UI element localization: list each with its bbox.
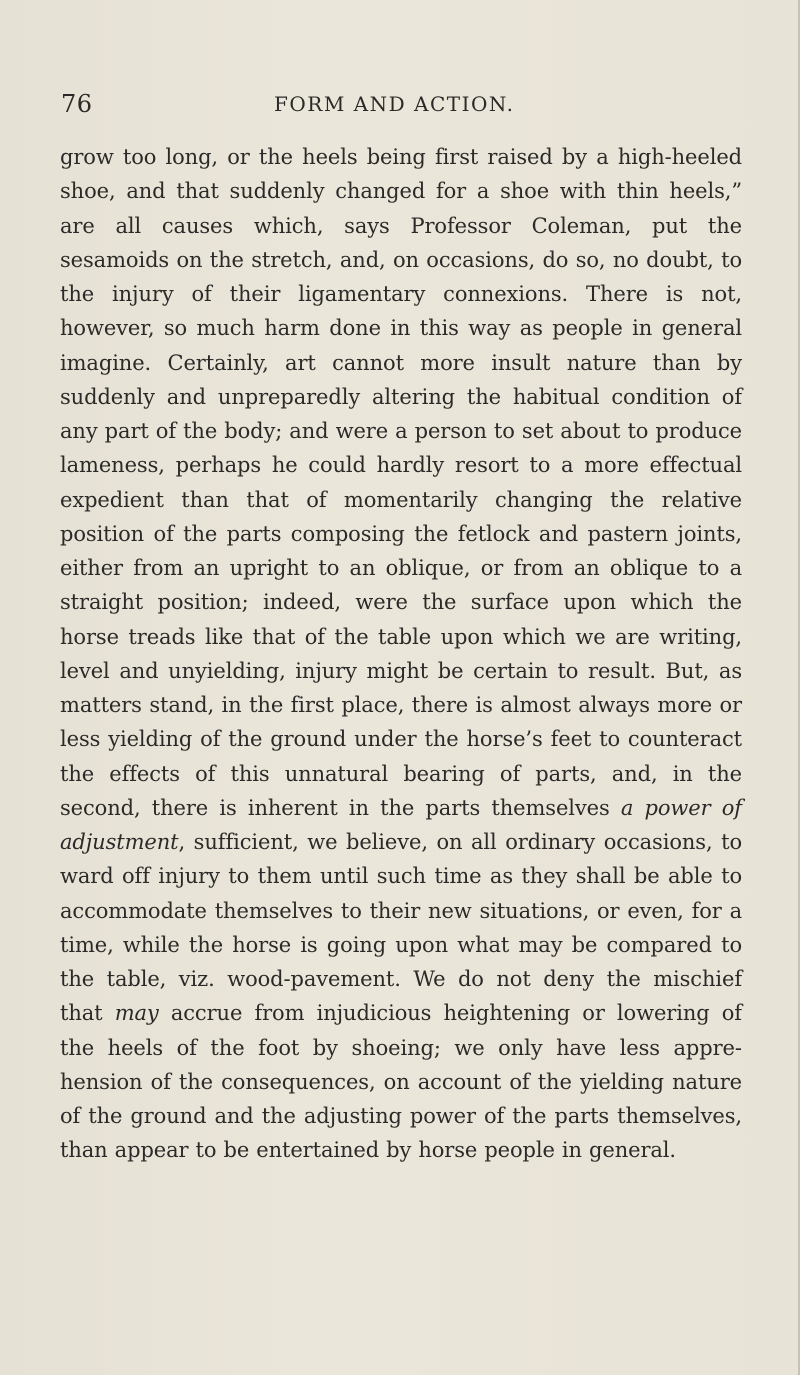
page-number: 76 [61,90,93,118]
italic-word-may: may [114,1001,159,1026]
paragraph-text-2: , sufficient, we believe, on all ordinary occasions, to ward off injury to them until such time as they shall be able to accommodate themselves to their new situations, or even, for a time, while the horse is going upon what may be compared to the table, viz. wood-pavement. We do not deny the mischief that [60,830,742,1026]
running-head: FORM AND ACTION. [274,92,515,116]
paragraph-text-3: accrue from injudicious heightening or lowering of the heels of the foot by shoeing; we only have less apprehension of the consequences, on account of the yielding nature of the ground and the adjusting power of the parts themselves, than appear to be entertained by horse people in general. [60,1001,742,1163]
paragraph-text-1: grow too long, or the heels being first raised by a high-heeled shoe, and that suddenly changed for a shoe with thin heels,” are all causes which, says Professor Coleman, put the sesamoids on the stretch, and, on occasions, do so, no doubt, to the injury of their ligamentary connexions. There is not, however, so much harm done in this way as people in general imagine. Certainly, art cannot more insult nature than by suddenly and unpreparedly altering the habitual condition of any part of the body; and were a person to set about to produce lameness, perhaps he could hardly resort to a more effectual expedient than that of momentarily changing the relative position of the parts composing the fetlock and pastern joints, either from an upright to an oblique, or from an oblique to a straight position; indeed, were the surface upon which the horse treads like that of the table upon which we are writing, level and unyielding, injury might be certain to result. But, as matters stand, in the first place, there is almost always more or less yielding of the ground under the horse’s feet to counteract the effects of this unnatural bearing of parts, and, in the second, there is inherent in the parts themselves [60,145,742,820]
body-paragraph [60,140,742,1168]
page-header [61,86,741,122]
italic-phrase-power-of-adjustment: a power of adjustment [60,795,742,854]
